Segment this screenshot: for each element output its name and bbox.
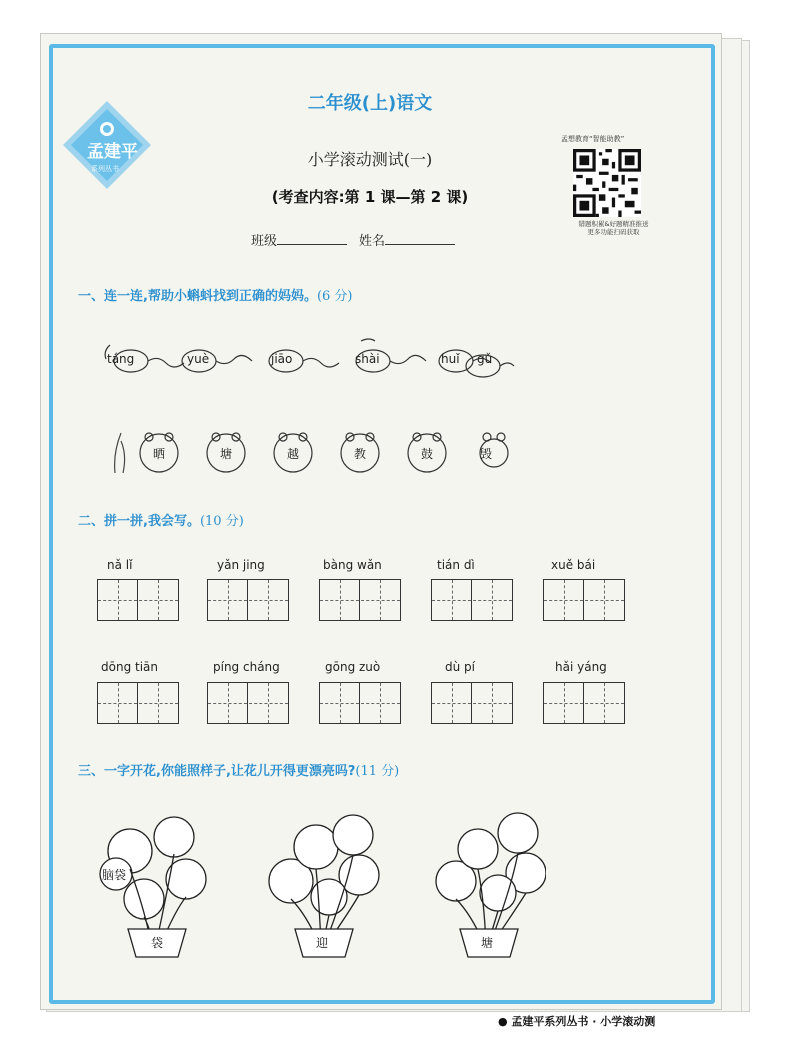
example-word: 脑袋 xyxy=(102,868,127,882)
frog-char-5: 鼓 xyxy=(420,447,433,461)
writing-grid-9[interactable] xyxy=(431,682,513,724)
qr-note xyxy=(566,220,661,236)
writing-grid-5[interactable] xyxy=(543,579,625,621)
test-scope: (考查内容:第 1 课—第 2 课) xyxy=(271,188,469,206)
q3-score: (11 分) xyxy=(355,764,400,779)
pinyin-5: xuě bái xyxy=(551,558,596,572)
grade-title: 二年级(上)语文 xyxy=(307,93,433,114)
pinyin-6: dōng tiān xyxy=(101,660,158,674)
worksheet-page xyxy=(40,33,722,1010)
class-label: 班级 xyxy=(251,234,278,249)
question-3-title xyxy=(78,760,399,779)
qr-note-line2: 更多功能扫码获取 xyxy=(587,228,640,236)
q2-title-text: 二、拼一拼,我会写。 xyxy=(78,514,200,529)
pot-char-2: 迎 xyxy=(316,936,329,950)
pinyin-7: píng cháng xyxy=(213,660,280,674)
frog-char-6: 毁 xyxy=(479,447,492,461)
footer-series: ● 孟建平系列丛书 · 小学滚动测 xyxy=(498,1015,656,1028)
pinyin-9: dù pí xyxy=(445,660,475,674)
tadpole-pinyin-5: huǐ xyxy=(441,352,460,366)
frog-char-2: 塘 xyxy=(219,447,232,461)
qr-code[interactable] xyxy=(573,149,641,217)
tadpole-pinyin-1: táng xyxy=(107,352,135,366)
pinyin-1: nǎ lǐ xyxy=(107,558,133,572)
writing-grid-10[interactable] xyxy=(543,682,625,724)
question-2-title xyxy=(78,510,244,529)
writing-grid-2[interactable] xyxy=(207,579,289,621)
class-name-row xyxy=(251,230,467,249)
tadpole-pinyin-3: jiāo xyxy=(271,352,293,366)
logo-brand-text: 孟建平 xyxy=(87,142,138,162)
writing-grid-4[interactable] xyxy=(431,579,513,621)
frog-char-1: 晒 xyxy=(152,447,165,461)
q1-title-text: 一、连一连,帮助小蝌蚪找到正确的妈妈。 xyxy=(78,289,317,304)
logo-subtitle: 系列丛书 xyxy=(91,165,119,173)
pinyin-2: yǎn jing xyxy=(217,558,265,572)
writing-grid-1[interactable] xyxy=(97,579,179,621)
qr-note-line1: 错题积累&好题精准推送 xyxy=(578,220,649,228)
test-title: 小学滚动测试(一) xyxy=(307,150,433,169)
frog-char-3: 越 xyxy=(286,447,299,461)
q2-score: (10 分) xyxy=(199,514,244,529)
pot-char-3: 塘 xyxy=(481,936,494,950)
name-blank[interactable] xyxy=(385,232,455,245)
q1-score: (6 分) xyxy=(316,289,353,304)
writing-grid-6[interactable] xyxy=(97,682,179,724)
writing-grid-3[interactable] xyxy=(319,579,401,621)
pinyin-4: tián dì xyxy=(437,558,475,572)
tadpole-pinyin-2: yuè xyxy=(187,352,210,366)
qr-caption: 孟想教育“智能助教” xyxy=(561,135,625,143)
question-1-title xyxy=(78,285,353,304)
class-blank[interactable] xyxy=(277,232,347,245)
tadpole-pinyin-6: gǔ xyxy=(477,352,493,366)
q3-title-text: 三、一字开花,你能照样子,让花儿开得更漂亮吗? xyxy=(78,764,356,779)
writing-grid-8[interactable] xyxy=(319,682,401,724)
frog-char-4: 教 xyxy=(353,447,366,461)
pinyin-8: gōng zuò xyxy=(325,660,381,674)
name-label: 姓名 xyxy=(359,234,386,249)
frog-row xyxy=(129,429,509,479)
pinyin-3: bàng wǎn xyxy=(323,558,382,572)
tadpole-pinyin-4: shài xyxy=(355,352,380,366)
writing-grid-7[interactable] xyxy=(207,682,289,724)
pinyin-10: hǎi yáng xyxy=(555,660,607,674)
pot-char-1: 袋 xyxy=(151,936,164,950)
